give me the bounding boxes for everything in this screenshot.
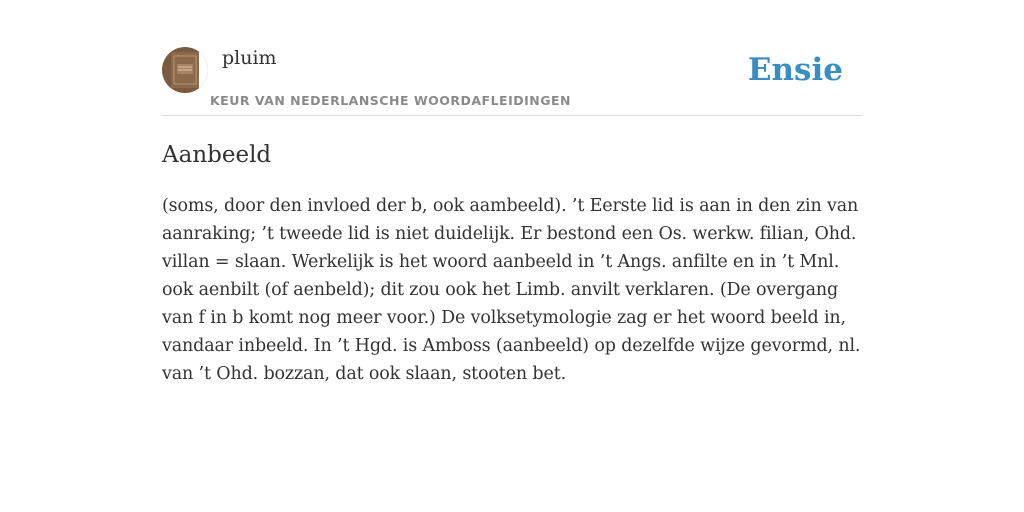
definition-text: (soms, door den invloed der b, ook aambeeld). ’t Eerste lid is aan in den zin van aanraking; ’t tweede lid is niet duidelijk. Er bestond een Os. werkw. filian, Ohd. villan = slaan. Werkelijk is het woord aanbeeld in ’t Angs. anfilte en in ’t Mnl. ook aenbilt (of aenbeld); dit zou ook het Limb. anvilt verklaren. (De overgang van f in b komt nog meer voor.) De volksetymologie zag er het woord beeld in, vandaar inbeeld. In ’t Hgd. is Amboss (aanbeeld) op dezelfde wijze gevormd, nl. van ’t Ohd. bozzan, dat ook slaan, stooten bet. bbox=[162, 196, 861, 384]
book-cover-image bbox=[162, 47, 208, 93]
source-title[interactable]: KEUR VAN NEDERLANSCHE WOORDAFLEIDINGEN bbox=[210, 93, 571, 108]
entry-card bbox=[162, 0, 862, 512]
avatar[interactable] bbox=[162, 47, 208, 93]
headword: Aanbeeld bbox=[162, 142, 272, 168]
brand-logo[interactable]: Ensie bbox=[747, 52, 843, 88]
username-link[interactable]: pluim bbox=[222, 47, 277, 69]
divider bbox=[162, 115, 862, 116]
